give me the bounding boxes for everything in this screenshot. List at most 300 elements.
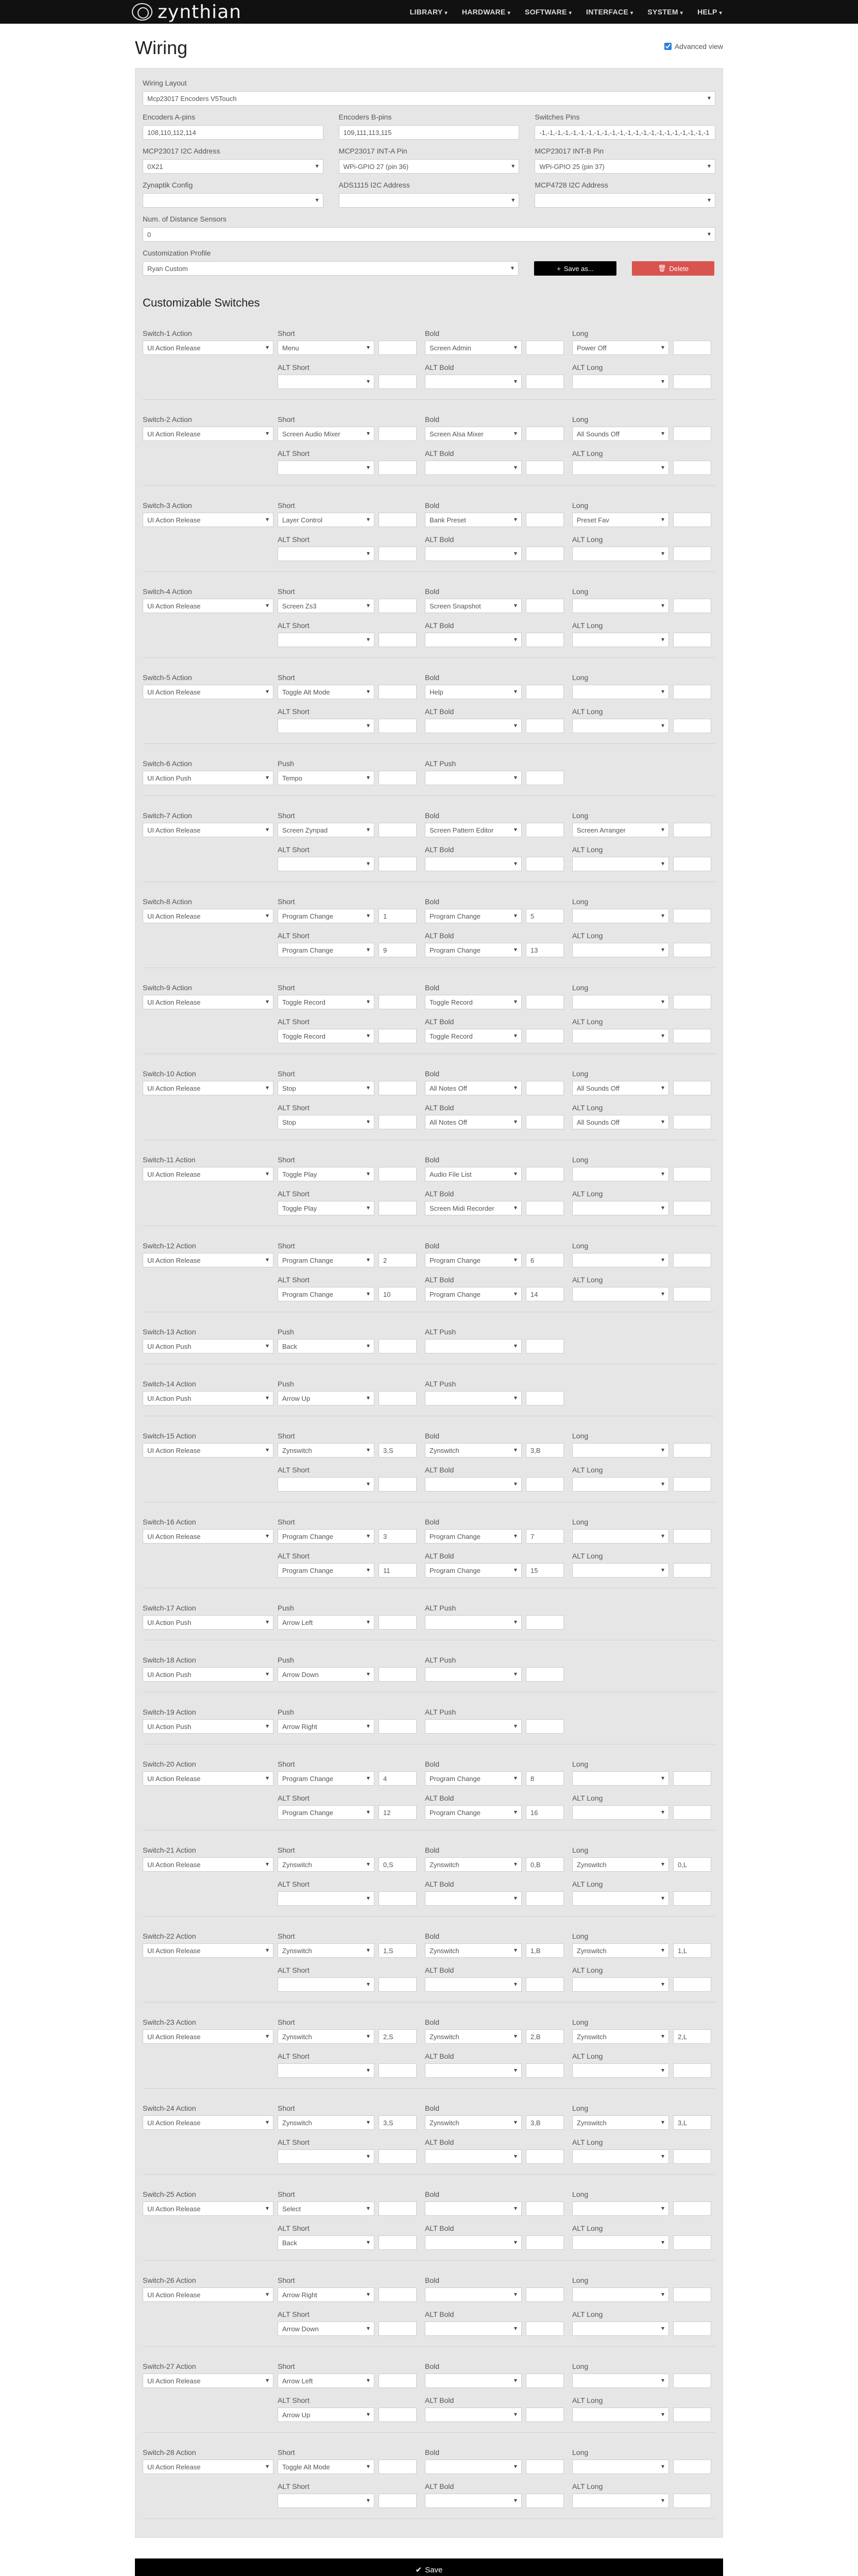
alt_short-select[interactable]: Program Change ▾	[278, 943, 374, 957]
long-value[interactable]	[673, 2460, 711, 2474]
alt_long-select[interactable]	[572, 1477, 669, 1492]
encoders-b-input[interactable]: 109,111,113,115	[339, 125, 520, 140]
bold-value[interactable]	[526, 2201, 564, 2216]
bold-select[interactable]: Help ▾	[425, 685, 522, 699]
short-value[interactable]	[379, 2287, 417, 2302]
long-value[interactable]: 3,L	[673, 2115, 711, 2130]
alt_long-value[interactable]	[673, 2321, 711, 2336]
switch-action-select[interactable]: UI Action Release ▾	[143, 995, 273, 1009]
push-select[interactable]: Arrow Up ▾	[278, 1391, 374, 1405]
alt_bold-select[interactable]	[425, 857, 522, 871]
alt_long-value[interactable]	[673, 943, 711, 957]
alt_bold-select[interactable]: Program Change ▾	[425, 1563, 522, 1578]
long-select[interactable]	[572, 2460, 669, 2474]
alt_bold-value[interactable]	[526, 375, 564, 389]
switch-action-select[interactable]: UI Action Release ▾	[143, 1167, 273, 1181]
bold-value[interactable]	[526, 2287, 564, 2302]
short-value[interactable]	[379, 599, 417, 613]
alt_long-select[interactable]	[572, 2494, 669, 2508]
alt_push-value[interactable]	[526, 1719, 564, 1734]
alt_short-select[interactable]: Program Change ▾	[278, 1563, 374, 1578]
alt_bold-select[interactable]	[425, 1891, 522, 1906]
alt_bold-value[interactable]	[526, 2235, 564, 2250]
alt_short-select[interactable]	[278, 547, 374, 561]
alt_bold-value[interactable]	[526, 1477, 564, 1492]
long-value[interactable]	[673, 1529, 711, 1544]
int-a-select[interactable]: WPi-GPIO 27 (pin 36) ▾	[339, 159, 520, 174]
alt_short-select[interactable]	[278, 461, 374, 475]
long-select[interactable]: Preset Fav ▾	[572, 513, 669, 527]
short-select[interactable]: Toggle Alt Mode ▾	[278, 685, 374, 699]
long-select[interactable]	[572, 2374, 669, 2388]
distance-sensors-select[interactable]: 0 ▾	[143, 227, 715, 242]
alt_bold-value[interactable]	[526, 719, 564, 733]
bold-select[interactable]	[425, 2374, 522, 2388]
switch-action-select[interactable]: UI Action Release ▾	[143, 823, 273, 837]
bold-select[interactable]: Screen Pattern Editor ▾	[425, 823, 522, 837]
alt_long-select[interactable]	[572, 943, 669, 957]
alt_long-select[interactable]	[572, 547, 669, 561]
save-button[interactable]: ✔ Save	[135, 2558, 723, 2576]
alt_long-select[interactable]	[572, 2321, 669, 2336]
switch-action-select[interactable]: UI Action Release ▾	[143, 1253, 273, 1267]
switch-action-select[interactable]: UI Action Release ▾	[143, 1857, 273, 1872]
long-select[interactable]: Zynswitch ▾	[572, 1857, 669, 1872]
alt_long-select[interactable]	[572, 719, 669, 733]
short-value[interactable]: 3,S	[379, 1443, 417, 1458]
bold-value[interactable]: 6	[526, 1253, 564, 1267]
profile-select[interactable]: Ryan Custom ▾	[143, 261, 519, 276]
bold-select[interactable]: Zynswitch ▾	[425, 1443, 522, 1458]
short-select[interactable]: Toggle Alt Mode ▾	[278, 2460, 374, 2474]
bold-value[interactable]	[526, 341, 564, 355]
alt_bold-select[interactable]: Program Change ▾	[425, 943, 522, 957]
push-select[interactable]: Tempo ▾	[278, 771, 374, 785]
bold-select[interactable]: Screen Admin ▾	[425, 341, 522, 355]
long-select[interactable]	[572, 1253, 669, 1267]
delete-button[interactable]: 🗑 Delete	[632, 261, 714, 276]
alt_bold-value[interactable]: 14	[526, 1287, 564, 1301]
alt_short-value[interactable]	[379, 375, 417, 389]
alt_bold-value[interactable]: 13	[526, 943, 564, 957]
bold-value[interactable]	[526, 1167, 564, 1181]
alt_long-select[interactable]	[572, 461, 669, 475]
alt_short-select[interactable]	[278, 1977, 374, 1992]
switch-action-select[interactable]: UI Action Release ▾	[143, 2115, 273, 2130]
alt_bold-select[interactable]	[425, 633, 522, 647]
short-select[interactable]: Zynswitch ▾	[278, 2115, 374, 2130]
short-value[interactable]	[379, 341, 417, 355]
mcp-i2c-select[interactable]: 0X21 ▾	[143, 159, 323, 174]
bold-select[interactable]	[425, 2201, 522, 2216]
save-as-button[interactable]: + Save as...	[534, 261, 616, 276]
alt_bold-select[interactable]	[425, 2494, 522, 2508]
advanced-view-toggle[interactable]: Advanced view	[664, 42, 723, 50]
short-select[interactable]: Zynswitch ▾	[278, 1943, 374, 1958]
alt_bold-value[interactable]: 15	[526, 1563, 564, 1578]
alt_long-value[interactable]	[673, 1477, 711, 1492]
switch-action-select[interactable]: UI Action Release ▾	[143, 1771, 273, 1786]
long-select[interactable]: All Sounds Off ▾	[572, 427, 669, 441]
alt_push-select[interactable]	[425, 1391, 522, 1405]
alt_short-value[interactable]: 10	[379, 1287, 417, 1301]
long-select[interactable]	[572, 1167, 669, 1181]
alt_long-value[interactable]	[673, 547, 711, 561]
alt_short-value[interactable]	[379, 857, 417, 871]
alt_short-value[interactable]	[379, 1477, 417, 1492]
switch-action-select[interactable]: UI Action Release ▾	[143, 909, 273, 923]
bold-value[interactable]	[526, 685, 564, 699]
alt_short-select[interactable]	[278, 375, 374, 389]
alt_long-value[interactable]	[673, 1115, 711, 1129]
short-value[interactable]: 0,S	[379, 1857, 417, 1872]
short-select[interactable]: Program Change ▾	[278, 909, 374, 923]
bold-value[interactable]: 7	[526, 1529, 564, 1544]
short-value[interactable]	[379, 1167, 417, 1181]
alt_short-value[interactable]	[379, 1977, 417, 1992]
switch-action-select[interactable]: UI Action Release ▾	[143, 685, 273, 699]
alt_long-value[interactable]	[673, 461, 711, 475]
alt_push-select[interactable]	[425, 1667, 522, 1682]
alt_bold-select[interactable]	[425, 375, 522, 389]
alt_bold-select[interactable]	[425, 547, 522, 561]
long-select[interactable]: All Sounds Off ▾	[572, 1081, 669, 1095]
long-value[interactable]: 2,L	[673, 2029, 711, 2044]
short-select[interactable]: Program Change ▾	[278, 1529, 374, 1544]
short-select[interactable]: Zynswitch ▾	[278, 2029, 374, 2044]
long-value[interactable]	[673, 1167, 711, 1181]
switch-action-select[interactable]: UI Action Push ▾	[143, 1339, 273, 1353]
alt_push-value[interactable]	[526, 771, 564, 785]
alt_bold-select[interactable]	[425, 719, 522, 733]
switch-action-select[interactable]: UI Action Release ▾	[143, 2287, 273, 2302]
alt_long-select[interactable]	[572, 1029, 669, 1043]
alt_bold-select[interactable]	[425, 2063, 522, 2078]
long-select[interactable]	[572, 1771, 669, 1786]
nav-library[interactable]: LIBRARY ▾	[409, 8, 448, 16]
alt_bold-value[interactable]	[526, 633, 564, 647]
long-value[interactable]	[673, 341, 711, 355]
short-value[interactable]: 4	[379, 1771, 417, 1786]
alt_long-select[interactable]	[572, 1563, 669, 1578]
alt_short-value[interactable]	[379, 719, 417, 733]
switch-action-select[interactable]: UI Action Release ▾	[143, 1943, 273, 1958]
long-value[interactable]	[673, 823, 711, 837]
switch-action-select[interactable]: UI Action Release ▾	[143, 1529, 273, 1544]
alt_short-select[interactable]	[278, 1891, 374, 1906]
long-value[interactable]	[673, 909, 711, 923]
switch-action-select[interactable]: UI Action Push ▾	[143, 1719, 273, 1734]
alt_short-select[interactable]	[278, 2149, 374, 2164]
alt_short-value[interactable]	[379, 1115, 417, 1129]
long-select[interactable]	[572, 1443, 669, 1458]
long-value[interactable]: 1,L	[673, 1943, 711, 1958]
alt_long-select[interactable]	[572, 1805, 669, 1820]
long-select[interactable]: Screen Arranger ▾	[572, 823, 669, 837]
long-value[interactable]	[673, 1771, 711, 1786]
alt_bold-value[interactable]	[526, 1201, 564, 1215]
switch-action-select[interactable]: UI Action Push ▾	[143, 771, 273, 785]
alt_short-select[interactable]: Stop ▾	[278, 1115, 374, 1129]
alt_bold-value[interactable]	[526, 2321, 564, 2336]
long-value[interactable]	[673, 685, 711, 699]
long-select[interactable]	[572, 909, 669, 923]
bold-value[interactable]	[526, 599, 564, 613]
push-value[interactable]	[379, 771, 417, 785]
alt_short-value[interactable]	[379, 1029, 417, 1043]
bold-select[interactable]	[425, 2460, 522, 2474]
short-value[interactable]: 2,S	[379, 2029, 417, 2044]
long-select[interactable]: Zynswitch ▾	[572, 2029, 669, 2044]
alt_short-select[interactable]	[278, 2063, 374, 2078]
short-value[interactable]	[379, 2201, 417, 2216]
alt_push-value[interactable]	[526, 1339, 564, 1353]
long-select[interactable]	[572, 2287, 669, 2302]
switch-action-select[interactable]: UI Action Release ▾	[143, 2374, 273, 2388]
alt_short-value[interactable]	[379, 2494, 417, 2508]
short-value[interactable]: 3	[379, 1529, 417, 1544]
alt_short-select[interactable]: Program Change ▾	[278, 1805, 374, 1820]
switch-action-select[interactable]: UI Action Release ▾	[143, 2201, 273, 2216]
push-value[interactable]	[379, 1667, 417, 1682]
alt_short-value[interactable]	[379, 1201, 417, 1215]
alt_long-value[interactable]	[673, 2408, 711, 2422]
long-select[interactable]: Zynswitch ▾	[572, 1943, 669, 1958]
alt_long-select[interactable]	[572, 633, 669, 647]
long-select[interactable]: Power Off ▾	[572, 341, 669, 355]
alt_short-value[interactable]	[379, 2235, 417, 2250]
alt_bold-value[interactable]	[526, 857, 564, 871]
switch-action-select[interactable]: UI Action Release ▾	[143, 1081, 273, 1095]
mcp4728-select[interactable]	[535, 193, 715, 208]
short-select[interactable]: Screen Audio Mixer ▾	[278, 427, 374, 441]
long-value[interactable]	[673, 2374, 711, 2388]
advanced-view-checkbox[interactable]	[664, 43, 672, 50]
long-select[interactable]	[572, 995, 669, 1009]
alt_bold-value[interactable]: 16	[526, 1805, 564, 1820]
long-value[interactable]	[673, 1253, 711, 1267]
bold-value[interactable]: 8	[526, 1771, 564, 1786]
long-value[interactable]	[673, 513, 711, 527]
alt_bold-value[interactable]	[526, 1029, 564, 1043]
alt_long-value[interactable]	[673, 857, 711, 871]
alt_short-select[interactable]	[278, 1477, 374, 1492]
alt_long-value[interactable]	[673, 1977, 711, 1992]
switch-action-select[interactable]: UI Action Push ▾	[143, 1667, 273, 1682]
alt_short-value[interactable]: 11	[379, 1563, 417, 1578]
alt_short-value[interactable]	[379, 2149, 417, 2164]
short-select[interactable]: Screen Zs3 ▾	[278, 599, 374, 613]
long-select[interactable]: Zynswitch ▾	[572, 2115, 669, 2130]
alt_long-select[interactable]	[572, 2408, 669, 2422]
alt_bold-select[interactable]	[425, 1977, 522, 1992]
alt_short-value[interactable]	[379, 2321, 417, 2336]
alt_short-value[interactable]	[379, 2408, 417, 2422]
alt_bold-select[interactable]	[425, 461, 522, 475]
short-select[interactable]: Toggle Play ▾	[278, 1167, 374, 1181]
alt_bold-select[interactable]	[425, 2149, 522, 2164]
alt_long-value[interactable]	[673, 375, 711, 389]
alt_short-select[interactable]: Arrow Up ▾	[278, 2408, 374, 2422]
push-value[interactable]	[379, 1339, 417, 1353]
alt_long-select[interactable]	[572, 1891, 669, 1906]
alt_push-value[interactable]	[526, 1615, 564, 1630]
short-select[interactable]: Select ▾	[278, 2201, 374, 2216]
short-select[interactable]: Program Change ▾	[278, 1253, 374, 1267]
switch-action-select[interactable]: UI Action Push ▾	[143, 1615, 273, 1630]
nav-hardware[interactable]: HARDWARE ▾	[461, 8, 510, 16]
alt_short-value[interactable]	[379, 1891, 417, 1906]
bold-value[interactable]	[526, 1081, 564, 1095]
bold-select[interactable]: Program Change ▾	[425, 909, 522, 923]
short-value[interactable]	[379, 995, 417, 1009]
nav-software[interactable]: SOFTWARE ▾	[524, 8, 572, 16]
switch-pins-input[interactable]: -1,-1,-1,-1,-1,-1,-1,-1,-1,-1,-1,-1,-1,-1,-1,-1,-1,-1,-1,-1,-1,-1	[535, 125, 715, 140]
long-value[interactable]	[673, 2287, 711, 2302]
alt_long-select[interactable]	[572, 2235, 669, 2250]
alt_long-select[interactable]	[572, 2149, 669, 2164]
alt_push-select[interactable]	[425, 1615, 522, 1630]
push-select[interactable]: Back ▾	[278, 1339, 374, 1353]
bold-value[interactable]: 0,B	[526, 1857, 564, 1872]
alt_long-select[interactable]	[572, 1287, 669, 1301]
bold-select[interactable]: Program Change ▾	[425, 1529, 522, 1544]
alt_long-value[interactable]	[673, 1891, 711, 1906]
bold-select[interactable]: Program Change ▾	[425, 1253, 522, 1267]
bold-select[interactable]: Bank Preset ▾	[425, 513, 522, 527]
short-value[interactable]	[379, 2374, 417, 2388]
alt_long-value[interactable]	[673, 2235, 711, 2250]
bold-value[interactable]	[526, 427, 564, 441]
alt_bold-select[interactable]	[425, 2235, 522, 2250]
alt_bold-select[interactable]	[425, 2321, 522, 2336]
long-select[interactable]	[572, 685, 669, 699]
long-select[interactable]	[572, 599, 669, 613]
short-value[interactable]	[379, 823, 417, 837]
wiring-layout-select[interactable]: Mcp23017 Encoders V5Touch ▾	[143, 91, 715, 106]
bold-select[interactable]	[425, 2287, 522, 2302]
alt_bold-value[interactable]	[526, 547, 564, 561]
short-select[interactable]: Toggle Record ▾	[278, 995, 374, 1009]
bold-select[interactable]: Zynswitch ▾	[425, 1857, 522, 1872]
alt_short-select[interactable]: Back ▾	[278, 2235, 374, 2250]
alt_bold-value[interactable]	[526, 1115, 564, 1129]
alt_bold-select[interactable]: Toggle Record ▾	[425, 1029, 522, 1043]
alt_short-value[interactable]	[379, 461, 417, 475]
alt_push-select[interactable]	[425, 1719, 522, 1734]
switch-action-select[interactable]: UI Action Release ▾	[143, 1443, 273, 1458]
short-value[interactable]	[379, 1081, 417, 1095]
short-value[interactable]	[379, 2460, 417, 2474]
nav-system[interactable]: SYSTEM ▾	[647, 8, 683, 16]
ads1115-select[interactable]	[339, 193, 520, 208]
alt_push-value[interactable]	[526, 1391, 564, 1405]
alt_bold-value[interactable]	[526, 461, 564, 475]
alt_short-select[interactable]	[278, 857, 374, 871]
bold-select[interactable]: Zynswitch ▾	[425, 2115, 522, 2130]
alt_short-value[interactable]	[379, 2063, 417, 2078]
bold-value[interactable]: 1,B	[526, 1943, 564, 1958]
long-value[interactable]	[673, 599, 711, 613]
alt_short-select[interactable]: Toggle Record ▾	[278, 1029, 374, 1043]
bold-value[interactable]	[526, 995, 564, 1009]
bold-select[interactable]: Screen Alsa Mixer ▾	[425, 427, 522, 441]
alt_short-value[interactable]	[379, 633, 417, 647]
alt_bold-value[interactable]	[526, 2063, 564, 2078]
switch-action-select[interactable]: UI Action Push ▾	[143, 1391, 273, 1405]
alt_short-value[interactable]: 9	[379, 943, 417, 957]
alt_bold-value[interactable]	[526, 1977, 564, 1992]
alt_push-select[interactable]	[425, 771, 522, 785]
bold-select[interactable]: Audio File List ▾	[425, 1167, 522, 1181]
switch-action-select[interactable]: UI Action Release ▾	[143, 2029, 273, 2044]
alt_long-value[interactable]	[673, 2494, 711, 2508]
bold-value[interactable]	[526, 513, 564, 527]
bold-select[interactable]: Zynswitch ▾	[425, 2029, 522, 2044]
nav-interface[interactable]: INTERFACE ▾	[586, 8, 633, 16]
alt_short-select[interactable]	[278, 633, 374, 647]
long-value[interactable]	[673, 427, 711, 441]
short-select[interactable]: Menu ▾	[278, 341, 374, 355]
short-select[interactable]: Arrow Right ▾	[278, 2287, 374, 2302]
long-select[interactable]	[572, 2201, 669, 2216]
alt_long-value[interactable]	[673, 1201, 711, 1215]
alt_long-value[interactable]	[673, 1563, 711, 1578]
bold-value[interactable]: 3,B	[526, 2115, 564, 2130]
alt_long-select[interactable]: All Sounds Off ▾	[572, 1115, 669, 1129]
alt_short-select[interactable]	[278, 719, 374, 733]
alt_long-value[interactable]	[673, 633, 711, 647]
short-select[interactable]: Program Change ▾	[278, 1771, 374, 1786]
short-value[interactable]	[379, 427, 417, 441]
bold-value[interactable]: 5	[526, 909, 564, 923]
short-value[interactable]	[379, 685, 417, 699]
switch-action-select[interactable]: UI Action Release ▾	[143, 341, 273, 355]
switch-action-select[interactable]: UI Action Release ▾	[143, 599, 273, 613]
alt_long-value[interactable]	[673, 1805, 711, 1820]
alt_short-value[interactable]	[379, 547, 417, 561]
alt_long-value[interactable]	[673, 2063, 711, 2078]
alt_push-value[interactable]	[526, 1667, 564, 1682]
short-value[interactable]: 3,S	[379, 2115, 417, 2130]
bold-value[interactable]	[526, 2374, 564, 2388]
bold-value[interactable]: 2,B	[526, 2029, 564, 2044]
push-select[interactable]: Arrow Down ▾	[278, 1667, 374, 1682]
long-select[interactable]	[572, 1529, 669, 1544]
alt_short-select[interactable]: Toggle Play ▾	[278, 1201, 374, 1215]
short-select[interactable]: Stop ▾	[278, 1081, 374, 1095]
alt_bold-select[interactable]: Program Change ▾	[425, 1805, 522, 1820]
long-value[interactable]	[673, 2201, 711, 2216]
bold-select[interactable]: Zynswitch ▾	[425, 1943, 522, 1958]
push-value[interactable]	[379, 1615, 417, 1630]
int-b-select[interactable]: WPi-GPIO 25 (pin 37) ▾	[535, 159, 715, 174]
alt_short-select[interactable]: Program Change ▾	[278, 1287, 374, 1301]
long-value[interactable]: 0,L	[673, 1857, 711, 1872]
short-select[interactable]: Arrow Left ▾	[278, 2374, 374, 2388]
push-value[interactable]	[379, 1391, 417, 1405]
bold-select[interactable]: Screen Snapshot ▾	[425, 599, 522, 613]
short-select[interactable]: Screen Zynpad ▾	[278, 823, 374, 837]
alt_bold-value[interactable]	[526, 1891, 564, 1906]
alt_long-select[interactable]	[572, 2063, 669, 2078]
alt_bold-select[interactable]: Program Change ▾	[425, 1287, 522, 1301]
switch-action-select[interactable]: UI Action Release ▾	[143, 513, 273, 527]
short-value[interactable]: 1,S	[379, 1943, 417, 1958]
alt_long-value[interactable]	[673, 2149, 711, 2164]
nav-help[interactable]: HELP ▾	[697, 8, 722, 16]
alt_bold-select[interactable]	[425, 1477, 522, 1492]
